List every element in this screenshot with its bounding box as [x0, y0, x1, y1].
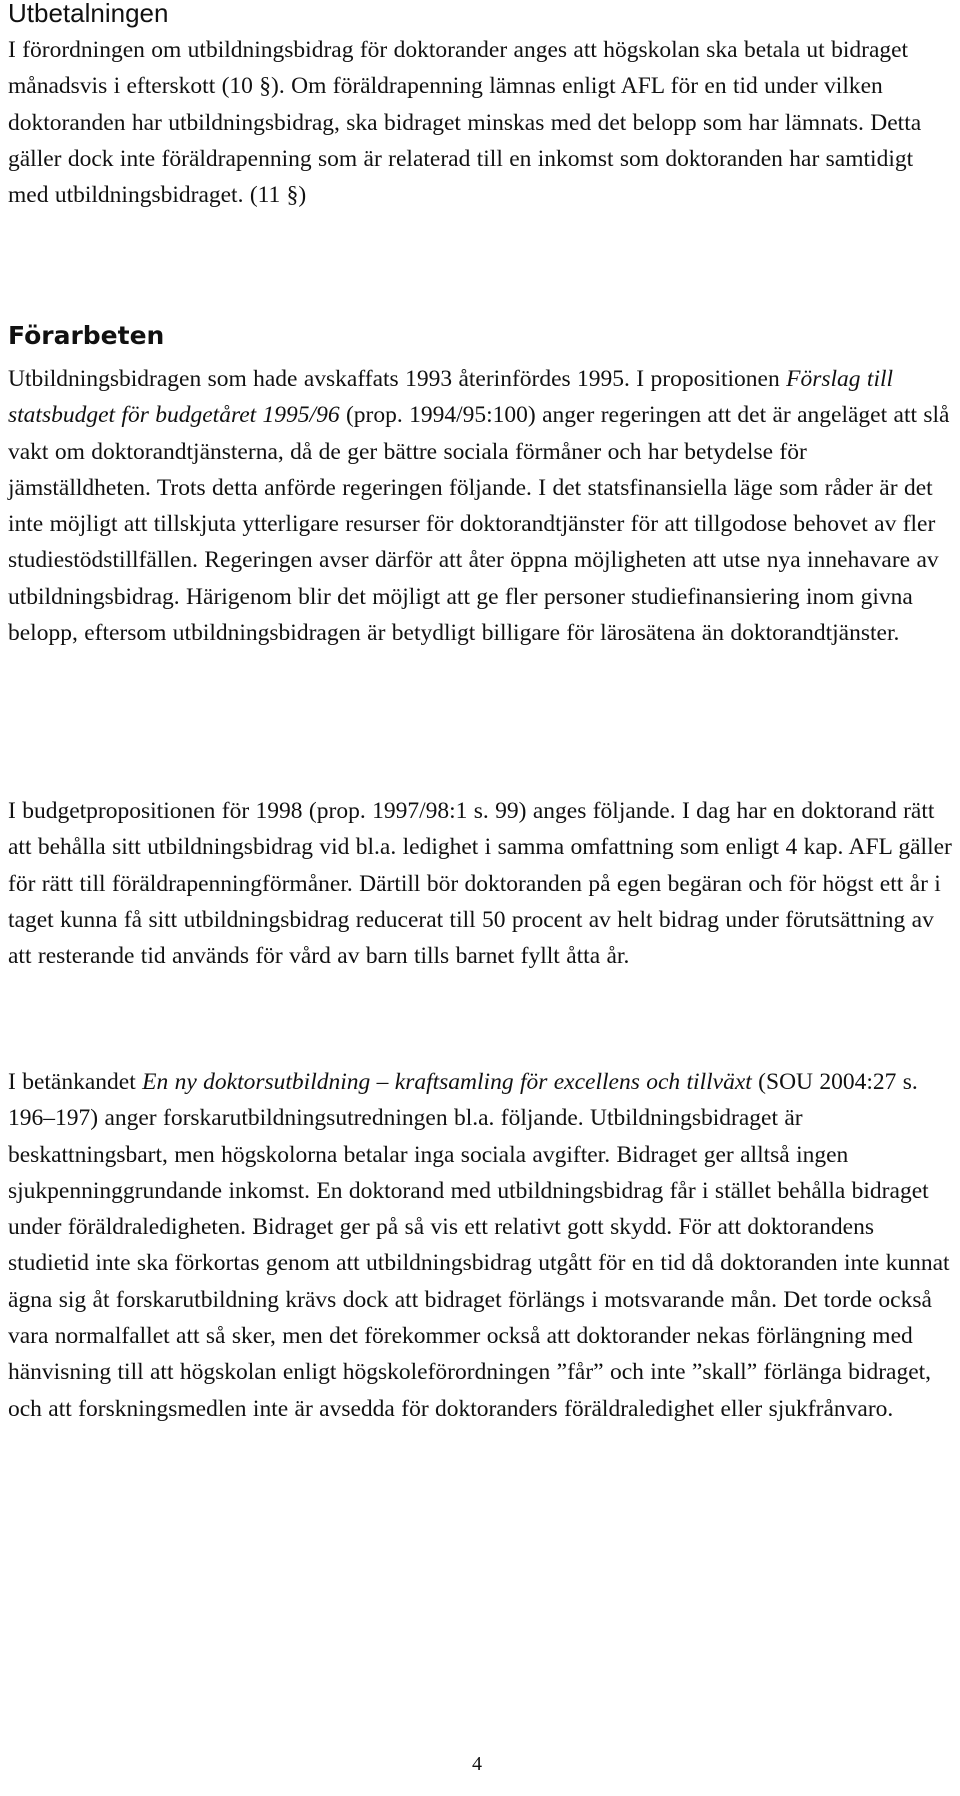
section-heading-utbetalningen: Utbetalningen: [8, 0, 169, 28]
text-run: Utbildningsbidragen som hade avskaffats 1993 återinfördes 1995. I propositionen: [8, 366, 787, 392]
paragraph-forarbeten-2: I budgetpropositionen för 1998 (prop. 1997/98:1 s. 99) anges följande. I dag har en doktorand rätt att behålla sitt utbildningsbidrag vid bl.a. ledighet i samma omfattning som enligt 4 kap. AFL gäller för rätt till föräldrapenningförmåner. Därtill bör doktoranden på egen begäran och för högst ett år i taget kunna få sitt utbildningsbidrag reducerat till 50 procent av helt bidrag under förutsättning av att resterande tid används för vård av barn tills barnet fyllt åtta år.: [8, 798, 952, 970]
paragraph-forarbeten-1: [8, 361, 953, 651]
paragraph-forarbeten-3: [8, 1064, 953, 1427]
section-heading-forarbeten: Förarbeten: [8, 321, 165, 350]
paragraph-utbetalningen: I förordningen om utbildningsbidrag för doktorander anges att högskolan ska betala ut bidraget månadsvis i efterskott (10 §). Om föräldrapenning lämnas enligt AFL för en tid under vilken doktoranden har utbildningsbidrag, ska bidraget minskas med det belopp som har lämnats. Detta gäller dock inte föräldrapenning som är relaterad till en inkomst som doktoranden har samtidigt med utbildningsbidraget. (11 §): [8, 37, 922, 209]
text-run: (prop. 1994/95:100) anger regeringen att det är angeläget att slå vakt om doktorandtjänsterna, då de ger bättre sociala förmåner och har betydelse för jämställdheten. Trots detta anförde regeringen följande. I det statsfinansiella läge som råder är det inte möjligt att tillskjuta ytterligare resurser för doktorandtjänster för att tillgodose behovet av fler studiestödstillfällen. Regeringen avser därför att åter öppna möjligheten att utse nya innehavare av utbildningsbidrag. Härigenom blir det möjligt att ge fler personer studiefinansiering inom givna belopp, eftersom utbildningsbidragen är betydligt billigare för lärosätena än doktorandtjänster.: [8, 402, 950, 647]
text-run: (SOU 2004:27 s. 196–197) anger forskarutbildningsutredningen bl.a. följande. Utbildningsbidraget är beskattningsbart, men högskolorna betalar inga sociala avgifter. Bidraget ger alltså ingen sjukpenninggrundande inkomst. En doktorand med utbildningsbidrag får i stället behålla bidraget under föräldraledigheten. Bidraget ger på så vis ett relativt gott skydd. För att doktorandens studietid inte ska förkortas genom att utbildningsbidrag utgått för en tid då doktoranden inte kunnat ägna sig åt forskarutbildning krävs dock att bidraget förlängs i motsvarande mån. Det torde också vara normalfallet att så sker, men det förekommer också att doktorander nekas förlängning med hänvisning till att högskolan enligt högskoleförordningen ”får” och inte ”skall” förlänga bidraget, och att forskningsmedlen inte är avsedda för doktoranders föräldraledighet eller sjukfrånvaro.: [8, 1069, 950, 1422]
text-run: I betänkandet: [8, 1069, 143, 1095]
report-title: En ny doktorsutbildning – kraftsamling för excellens och tillväxt: [142, 1069, 752, 1095]
page-number: 4: [472, 1753, 482, 1775]
proposition-title: Förslag till statsbudget för budgetåret 1995/96: [8, 366, 894, 429]
